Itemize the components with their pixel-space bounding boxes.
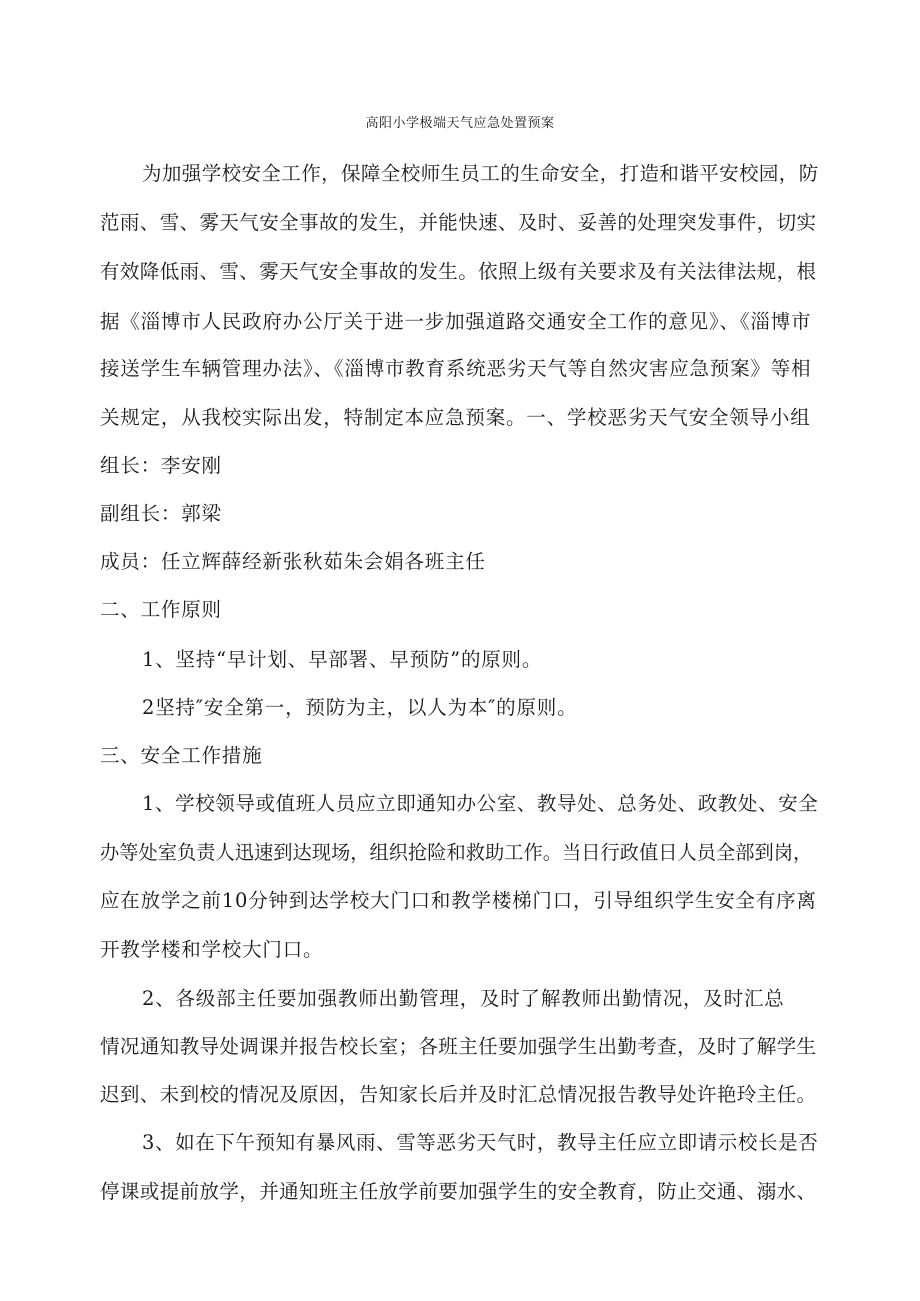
principle-1: 1、坚持“早计划、早部署、早预防”的原则。 xyxy=(142,648,543,671)
section-2-heading: 二、工作原则 xyxy=(100,598,222,621)
intro-line-3: 有效降低雨、雪、雾天气安全事故的发生。依照上级有关要求及有关法律法规，根 xyxy=(100,260,817,283)
measure-1-line-2: 办等处室负责人迅速到达现场，组织抢险和救助工作。当日行政值日人员全部到岗， xyxy=(100,841,813,864)
group-leader: 组长：李安刚 xyxy=(100,454,222,477)
section-3-heading: 三、安全工作措施 xyxy=(100,744,263,767)
principle-2: 2坚持″安全第一，预防为主，以人为本″的原则。 xyxy=(142,696,578,719)
measure-1-line-3: 应在放学之前10分钟到达学校大门口和教学楼梯门口，引导组织学生安全有序离 xyxy=(100,889,817,912)
measure-1-line-1: 1、学校领导或值班人员应立即通知办公室、教导处、总务处、政教处、安全 xyxy=(142,792,819,815)
intro-line-2: 范雨、雪、雾天气安全事故的发生，并能快速、及时、妥善的处理突发事件，切实 xyxy=(100,211,817,234)
measure-2-line-3: 迟到、未到校的情况及原因，告知家长后并及时汇总情况报告教导处许艳玲主任。 xyxy=(100,1083,817,1106)
intro-line-4: 据《淄博市人民政府办公厅关于进一步加强道路交通安全工作的意见》、《淄博市 xyxy=(100,310,812,333)
document-title: 高阳小学极端天气应急处置预案 xyxy=(365,116,555,131)
intro-line-1: 为加强学校安全工作，保障全校师生员工的生命安全，打造和谐平安校园，防 xyxy=(142,162,819,185)
group-members: 成员：任立辉薛经新张秋茹朱会娟各班主任 xyxy=(100,550,486,573)
measure-2-line-2: 情况通知教导处调课并报告校长室；各班主任要加强学生出勤考查，及时了解学生 xyxy=(100,1035,817,1058)
measure-1-line-4: 开教学楼和学校大门口。 xyxy=(100,938,324,961)
measure-2-line-1: 2、各级部主任要加强教师出勤管理，及时了解教师出勤情况，及时汇总 xyxy=(142,987,785,1010)
measure-3-line-1: 3、如在下午预知有暴风雨、雪等恶劣天气时，教导主任应立即请示校长是否 xyxy=(142,1131,819,1154)
deputy-leader: 副组长：郭梁 xyxy=(100,502,222,525)
measure-3-line-2: 停课或提前放学，并通知班主任放学前要加强学生的安全教育，防止交通、溺水、 xyxy=(100,1180,817,1203)
intro-line-5: 接送学生车辆管理办法》、《淄博市教育系统恶劣天气等自然灾害应急预案》等相 xyxy=(100,357,812,380)
intro-line-6: 关规定，从我校实际出发，特制定本应急预案。一、学校恶劣天气安全领导小组 xyxy=(100,406,811,429)
